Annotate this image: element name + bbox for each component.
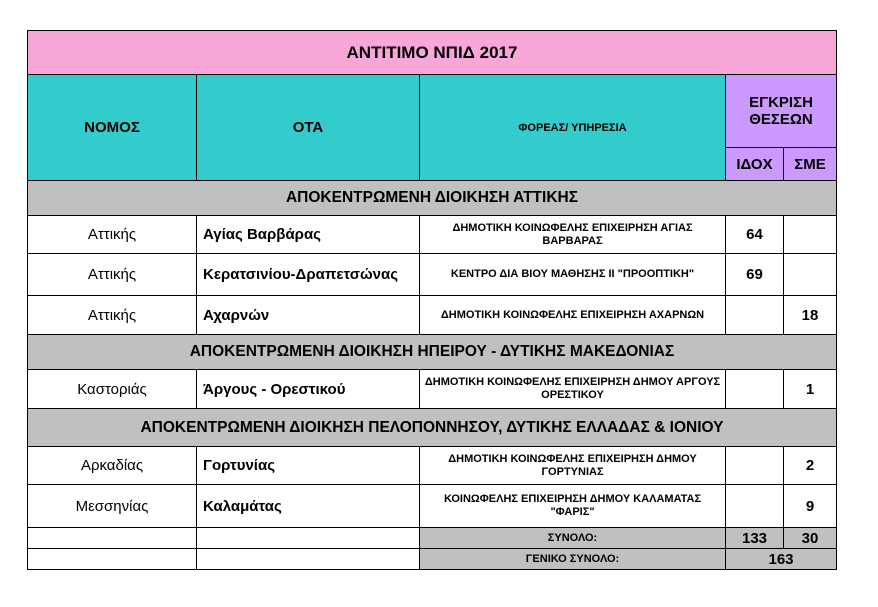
header-sme: ΣΜΕ: [784, 148, 837, 181]
cell-nomos: Αττικής: [28, 216, 197, 254]
table-row: [28, 370, 837, 409]
cell-sme: 1: [784, 370, 837, 409]
cell-ota: Άργους - Ορεστικού: [197, 370, 420, 409]
cell-sme: 2: [784, 447, 837, 485]
cell-ota: Κερατσινίου-Δραπετσώνας: [197, 254, 420, 296]
empty-cell: [28, 528, 197, 549]
table-row: [28, 447, 837, 485]
empty-cell: [28, 549, 197, 570]
grand-total-label: ΓΕΝΙΚΟ ΣΥΝΟΛΟ:: [420, 549, 726, 570]
region-row: ΑΠΟΚΕΝΤΡΩΜΕΝΗ ΔΙΟΙΚΗΣΗ ΑΤΤΙΚΗΣ: [28, 181, 837, 216]
cell-nomos: Αττικής: [28, 296, 197, 335]
allocation-table: [27, 30, 837, 570]
total-sme: 30: [784, 528, 837, 549]
cell-ota: Αχαρνών: [197, 296, 420, 335]
cell-foreas: ΔΗΜΟΤΙΚΗ ΚΟΙΝΩΦΕΛΗΣ ΕΠΙΧΕΙΡΗΣΗ ΑΓΙΑΣ ΒΑΡΒΑΡΑΣ: [420, 216, 726, 254]
grand-total-row: [28, 549, 837, 570]
cell-nomos: Αττικής: [28, 254, 197, 296]
cell-idox: [726, 370, 784, 409]
cell-ota: Καλαμάτας: [197, 485, 420, 528]
cell-sme: [784, 254, 837, 296]
cell-sme: 18: [784, 296, 837, 335]
cell-idox: [726, 447, 784, 485]
total-label: ΣΥΝΟΛΟ:: [420, 528, 726, 549]
header-foreas: ΦΟΡΕΑΣ/ ΥΠΗΡΕΣΙΑ: [420, 75, 726, 181]
header-egkrisi: ΕΓΚΡΙΣΗ ΘΕΣΕΩΝ: [726, 75, 837, 148]
table-row: [28, 254, 837, 296]
header-idox: ΙΔΟΧ: [726, 148, 784, 181]
table-row: [28, 216, 837, 254]
cell-idox: [726, 296, 784, 335]
region-row: ΑΠΟΚΕΝΤΡΩΜΕΝΗ ΔΙΟΙΚΗΣΗ ΗΠΕΙΡΟΥ - ΔΥΤΙΚΗΣ ΜΑΚΕΔΟΝΙΑΣ: [28, 335, 837, 370]
total-idox: 133: [726, 528, 784, 549]
cell-nomos: Αρκαδίας: [28, 447, 197, 485]
cell-idox: [726, 485, 784, 528]
header-ota: ΟΤΑ: [197, 75, 420, 181]
cell-foreas: ΔΗΜΟΤΙΚΗ ΚΟΙΝΩΦΕΛΗΣ ΕΠΙΧΕΙΡΗΣΗ ΔΗΜΟΥ ΓΟΡΤΥΝΙΑΣ: [420, 447, 726, 485]
table-row: [28, 296, 837, 335]
cell-idox: 64: [726, 216, 784, 254]
cell-idox: 69: [726, 254, 784, 296]
grand-total-value: 163: [726, 549, 837, 570]
empty-cell: [197, 528, 420, 549]
cell-sme: 9: [784, 485, 837, 528]
empty-cell: [197, 549, 420, 570]
cell-nomos: Καστοριάς: [28, 370, 197, 409]
totals-row: [28, 528, 837, 549]
table-row: [28, 485, 837, 528]
cell-ota: Γορτυνίας: [197, 447, 420, 485]
cell-sme: [784, 216, 837, 254]
cell-foreas: ΚΕΝΤΡΟ ΔΙΑ ΒΙΟΥ ΜΑΘΗΣΗΣ ΙΙ "ΠΡΟΟΠΤΙΚΗ": [420, 254, 726, 296]
cell-nomos: Μεσσηνίας: [28, 485, 197, 528]
cell-ota: Αγίας Βαρβάρας: [197, 216, 420, 254]
cell-foreas: ΔΗΜΟΤΙΚΗ ΚΟΙΝΩΦΕΛΗΣ ΕΠΙΧΕΙΡΗΣΗ ΔΗΜΟΥ ΑΡΓΟΥΣ ΟΡΕΣΤΙΚΟΥ: [420, 370, 726, 409]
header-nomos: ΝΟΜΟΣ: [28, 75, 197, 181]
table-title: ΑΝΤΙΤΙΜΟ ΝΠΙΔ 2017: [28, 31, 837, 75]
cell-foreas: ΚΟΙΝΩΦΕΛΗΣ ΕΠΙΧΕΙΡΗΣΗ ΔΗΜΟΥ ΚΑΛΑΜΑΤΑΣ "ΦΑΡΙΣ": [420, 485, 726, 528]
cell-foreas: ΔΗΜΟΤΙΚΗ ΚΟΙΝΩΦΕΛΗΣ ΕΠΙΧΕΙΡΗΣΗ ΑΧΑΡΝΩΝ: [420, 296, 726, 335]
region-row: ΑΠΟΚΕΝΤΡΩΜΕΝΗ ΔΙΟΙΚΗΣΗ ΠΕΛΟΠΟΝΝΗΣΟΥ, ΔΥΤΙΚΗΣ ΕΛΛΑΔΑΣ & ΙΟΝΙΟΥ: [28, 409, 837, 447]
